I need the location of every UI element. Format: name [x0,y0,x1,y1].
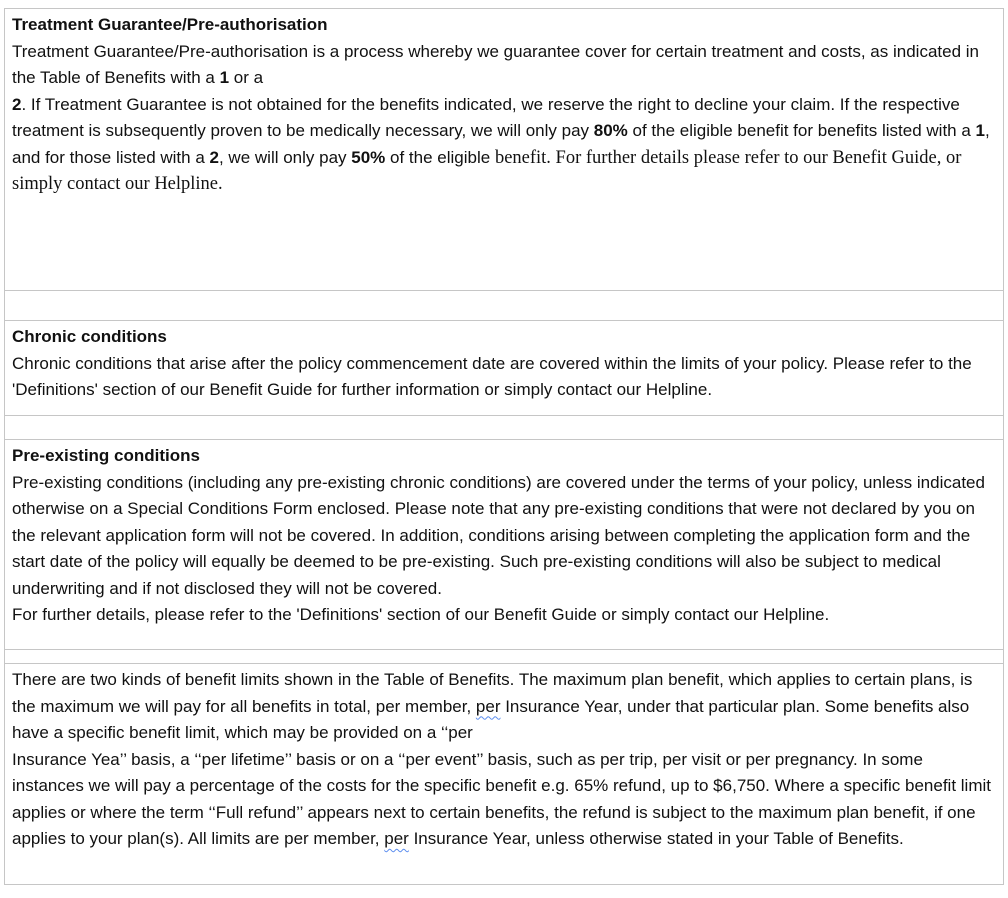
text-run: Insurance Year, unless otherwise stated in your Table of Benefits. [408,829,904,848]
text-run: of the eligible [385,147,495,167]
text-run: 50% [351,147,386,167]
paragraph [12,351,996,404]
text-run: There are two kinds of benefit limits shown in the Table of Benefits. The maximum plan benefit, which applies to certain plans, is the maximum we will pay for all benefits in total, per member, [12,670,973,716]
paragraph [12,667,996,747]
text-run: Insurance Year, under that particular plan. Some benefits also have a specific benefit limit, which may be provided on a ‘‘per [12,696,970,742]
text-run: 80% [593,121,628,140]
text-run: 2 [209,147,219,167]
text-run: Chronic conditions that arise after the policy commencement date are covered within the limits of your policy. Please refer to the 'Definitions' section of our Benefit Guide for further information or simply contact our Helpline. [12,353,972,399]
empty-row [4,649,1004,664]
text-run: For further details, please refer to the 'Definitions' section of our Benefit Guide or simply contact our Helpline. [12,605,830,624]
text-run: of the eligible benefit for benefits listed with a [627,121,976,140]
paragraph [12,747,996,853]
text-run: 1 [975,121,986,140]
paragraph [12,39,996,92]
section-heading: Pre-existing conditions [12,446,200,465]
paragraph [12,470,996,603]
section-treatment-guarantee [4,8,1004,291]
empty-row [4,290,1004,321]
text-run: per [475,696,501,716]
section-heading: Chronic conditions [12,327,167,346]
text-run: , we will only pay [218,147,352,167]
empty-row [4,415,1004,440]
text-run: or a [229,68,264,87]
text-run: benefit. For further details please refer to our Benefit Guide, or simply contact our Helpline. [12,147,962,194]
text-run: 1 [219,68,230,87]
text-run: . If Treatment Guarantee is not obtained for the benefits indicated, we reserve the right to decline your claim. If the respective treatment is subsequently proven to be medically necessary, we will only pay [12,94,960,140]
section-benefit-limits [4,663,1004,885]
paragraph [12,602,996,629]
section-pre-existing-conditions [4,439,1004,650]
benefits-terms-table [4,8,1004,885]
paragraph [12,92,996,198]
text-run: per [384,829,409,848]
section-chronic-conditions [4,320,1004,416]
text-run: Pre-existing conditions (including any pre-existing chronic conditions) are covered under the terms of your policy, unless indicated otherwise on a Special Conditions Form enclosed. Please note that any pre-existing conditions that were not declared by you on the relevant application form will not be covered. In addition, conditions arising between completing the application form and the start date of the policy will equally be deemed to be pre-existing. Such pre-existing conditions will also be subject to medical underwriting and if not disclosed they will not be covered. [12,472,985,598]
text-run: 2 [12,94,22,114]
text-run: Treatment Guarantee/Pre-authorisation is a process whereby we guarantee cover for certain treatment and costs, as indicated in the Table of Benefits with a [12,41,979,87]
section-heading: Treatment Guarantee/Pre-authorisation [12,15,328,34]
text-run: Insurance Yea’’ basis, a ‘‘per lifetime’’ basis or on a ‘‘per event’’ basis, such as per trip, per visit or per pregnancy. In some instances we will pay a percentage of the costs for the specific benefit e.g. 65% refund, up to $6,750. Where a specific benefit limit applies or where the term ‘‘Full refund’’ appears next to certain benefits, the refund is subject to the maximum plan benefit, if one applies to your plan(s). All limits are per member, [12,749,991,848]
text-run: , and for those listed with a [12,121,990,167]
